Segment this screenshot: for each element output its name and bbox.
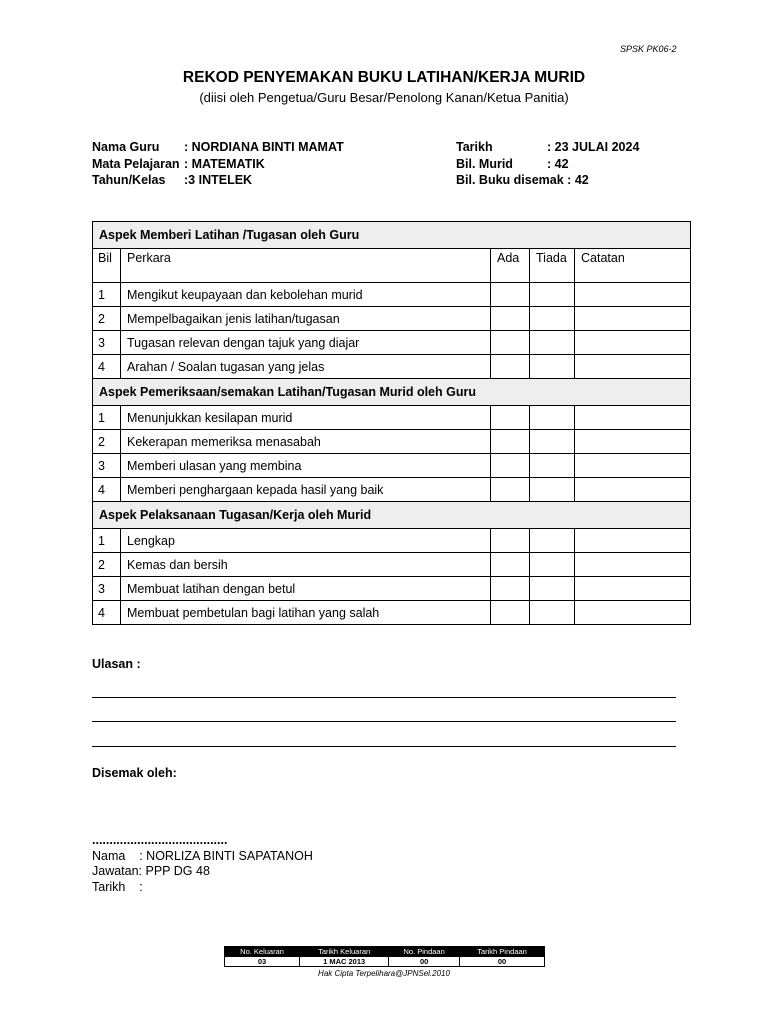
revision-header: No. Keluaran — [225, 947, 300, 957]
item-text: Mengikut keupayaan dan kebolehan murid — [121, 283, 491, 307]
table-row — [93, 331, 691, 355]
tiada-checkbox-cell[interactable] — [530, 601, 575, 625]
ada-checkbox-cell[interactable] — [491, 406, 530, 430]
signature-jawatan: Jawatan: PPP DG 48 — [92, 864, 210, 878]
info-value: 3 INTELEK — [188, 173, 253, 187]
item-text: Memberi ulasan yang membina — [121, 454, 491, 478]
tiada-checkbox-cell[interactable] — [530, 406, 575, 430]
section-header-row — [93, 379, 691, 406]
item-text: Membuat pembetulan bagi latihan yang salah — [121, 601, 491, 625]
column-header-tiada: Tiada — [530, 249, 575, 283]
info-label: Bil. Murid — [456, 156, 513, 171]
revision-header: No. Pindaan — [389, 947, 460, 957]
item-number: 2 — [93, 307, 121, 331]
info-sep: : — [547, 156, 555, 171]
info-value: 23 JULAI 2024 — [554, 140, 640, 154]
tiada-checkbox-cell[interactable] — [530, 307, 575, 331]
info-row-mata-pelajaran — [92, 156, 344, 173]
tiada-checkbox-cell[interactable] — [530, 553, 575, 577]
item-number: 1 — [93, 283, 121, 307]
catatan-cell[interactable] — [575, 601, 691, 625]
info-label: Nama Guru — [92, 140, 160, 154]
teacher-info-right — [456, 139, 639, 189]
tiada-checkbox-cell[interactable] — [530, 454, 575, 478]
table-row — [93, 529, 691, 553]
revision-header-row — [225, 947, 545, 957]
info-row-nama-guru — [92, 139, 344, 156]
ulasan-line-1[interactable] — [92, 697, 676, 698]
info-row-tahun-kelas — [92, 172, 344, 189]
info-sep: : — [547, 140, 555, 154]
ada-checkbox-cell[interactable] — [491, 307, 530, 331]
section-title: Aspek Pelaksanaan Tugasan/Kerja oleh Murid — [93, 502, 691, 529]
tiada-checkbox-cell[interactable] — [530, 331, 575, 355]
catatan-cell[interactable] — [575, 454, 691, 478]
table-row — [93, 601, 691, 625]
info-row-bil-buku — [456, 172, 639, 189]
table-row — [93, 478, 691, 502]
copyright-text: Hak Cipta Terpelihara@JPNSel.2010 — [318, 969, 450, 978]
ada-checkbox-cell[interactable] — [491, 355, 530, 379]
info-row-bil-murid — [456, 156, 639, 173]
item-number: 4 — [93, 478, 121, 502]
disemak-label: Disemak oleh: — [92, 766, 177, 780]
column-header-catatan: Catatan — [575, 249, 691, 283]
table-row — [93, 577, 691, 601]
tiada-checkbox-cell[interactable] — [530, 577, 575, 601]
document-subtitle: (diisi oleh Pengetua/Guru Besar/Penolong Kanan/Ketua Panitia) — [199, 90, 569, 105]
catatan-cell[interactable] — [575, 577, 691, 601]
document-code: SPSK PK06-2 — [620, 44, 677, 54]
item-number: 3 — [93, 331, 121, 355]
checklist-body — [93, 222, 691, 625]
column-header-bil: Bil — [93, 249, 121, 283]
item-text: Lengkap — [121, 529, 491, 553]
info-value: 42 — [574, 173, 589, 187]
item-text: Membuat latihan dengan betul — [121, 577, 491, 601]
info-label: Mata Pelajaran — [92, 156, 180, 171]
tiada-checkbox-cell[interactable] — [530, 283, 575, 307]
ulasan-label: Ulasan : — [92, 657, 141, 671]
item-text: Menunjukkan kesilapan murid — [121, 406, 491, 430]
item-number: 4 — [93, 601, 121, 625]
info-sep: : — [567, 173, 575, 187]
info-label: Tarikh — [456, 140, 493, 154]
table-row — [93, 307, 691, 331]
catatan-cell[interactable] — [575, 553, 691, 577]
revision-table — [224, 946, 545, 967]
table-row — [93, 406, 691, 430]
column-header-perkara: Perkara — [121, 249, 491, 283]
signature-nama: Nama : NORLIZA BINTI SAPATANOH — [92, 848, 313, 863]
ada-checkbox-cell[interactable] — [491, 331, 530, 355]
column-header-ada: Ada — [491, 249, 530, 283]
signature-block — [92, 833, 313, 895]
ada-checkbox-cell[interactable] — [491, 283, 530, 307]
item-number: 2 — [93, 553, 121, 577]
info-label: Tahun/Kelas — [92, 173, 166, 187]
catatan-cell[interactable] — [575, 355, 691, 379]
revision-value-row — [225, 957, 545, 967]
section-header-row — [93, 502, 691, 529]
tiada-checkbox-cell[interactable] — [530, 430, 575, 454]
revision-value: 00 — [389, 957, 460, 967]
catatan-cell[interactable] — [575, 283, 691, 307]
ada-checkbox-cell[interactable] — [491, 430, 530, 454]
tiada-checkbox-cell[interactable] — [530, 529, 575, 553]
catatan-cell[interactable] — [575, 430, 691, 454]
section-header-row — [93, 222, 691, 249]
ada-checkbox-cell[interactable] — [491, 454, 530, 478]
info-row-tarikh — [456, 139, 639, 156]
ada-checkbox-cell[interactable] — [491, 529, 530, 553]
revision-value: 03 — [225, 957, 300, 967]
ulasan-line-3[interactable] — [92, 746, 676, 747]
info-value: MATEMATIK — [191, 156, 265, 171]
ada-checkbox-cell[interactable] — [491, 577, 530, 601]
column-header-row — [93, 249, 691, 283]
revision-header: Tarikh Keluaran — [300, 947, 389, 957]
tiada-checkbox-cell[interactable] — [530, 355, 575, 379]
revision-value: 1 MAC 2013 — [300, 957, 389, 967]
info-sep: : — [184, 140, 192, 154]
revision-header: Tarikh Pindaan — [460, 947, 545, 957]
signature-tarikh: Tarikh : — [92, 879, 143, 894]
item-text: Kemas dan bersih — [121, 553, 491, 577]
revision-value: 00 — [460, 957, 545, 967]
table-row — [93, 430, 691, 454]
info-sep: : — [184, 173, 189, 187]
info-sep: : — [184, 156, 192, 171]
table-row — [93, 283, 691, 307]
document-title: REKOD PENYEMAKAN BUKU LATIHAN/KERJA MURID — [182, 69, 586, 86]
teacher-info-left — [92, 139, 344, 189]
section-title: Aspek Memberi Latihan /Tugasan oleh Guru — [93, 222, 691, 249]
checklist-table — [92, 221, 691, 625]
table-row — [93, 553, 691, 577]
item-number: 4 — [93, 355, 121, 379]
ada-checkbox-cell[interactable] — [491, 553, 530, 577]
signature-dots: ....................................... — [92, 833, 228, 847]
tiada-checkbox-cell[interactable] — [530, 478, 575, 502]
item-text: Arahan / Soalan tugasan yang jelas — [121, 355, 491, 379]
item-text: Mempelbagaikan jenis latihan/tugasan — [121, 307, 491, 331]
ada-checkbox-cell[interactable] — [491, 601, 530, 625]
catatan-cell[interactable] — [575, 307, 691, 331]
info-value: 42 — [554, 156, 569, 171]
item-text: Tugasan relevan dengan tajuk yang diajar — [121, 331, 491, 355]
table-row — [93, 454, 691, 478]
section-title: Aspek Pemeriksaan/semakan Latihan/Tugasan Murid oleh Guru — [93, 379, 691, 406]
item-number: 3 — [93, 577, 121, 601]
ada-checkbox-cell[interactable] — [491, 478, 530, 502]
catatan-cell[interactable] — [575, 529, 691, 553]
table-row — [93, 355, 691, 379]
catatan-cell[interactable] — [575, 331, 691, 355]
item-text: Memberi penghargaan kepada hasil yang baik — [121, 478, 491, 502]
info-value: NORDIANA BINTI MAMAT — [191, 140, 344, 154]
item-number: 1 — [93, 529, 121, 553]
item-number: 1 — [93, 406, 121, 430]
info-label: Bil. Buku disemak — [456, 173, 564, 187]
item-text: Kekerapan memeriksa menasabah — [121, 430, 491, 454]
item-number: 2 — [93, 430, 121, 454]
catatan-cell[interactable] — [575, 478, 691, 502]
item-number: 3 — [93, 454, 121, 478]
catatan-cell[interactable] — [575, 406, 691, 430]
ulasan-line-2[interactable] — [92, 721, 676, 722]
